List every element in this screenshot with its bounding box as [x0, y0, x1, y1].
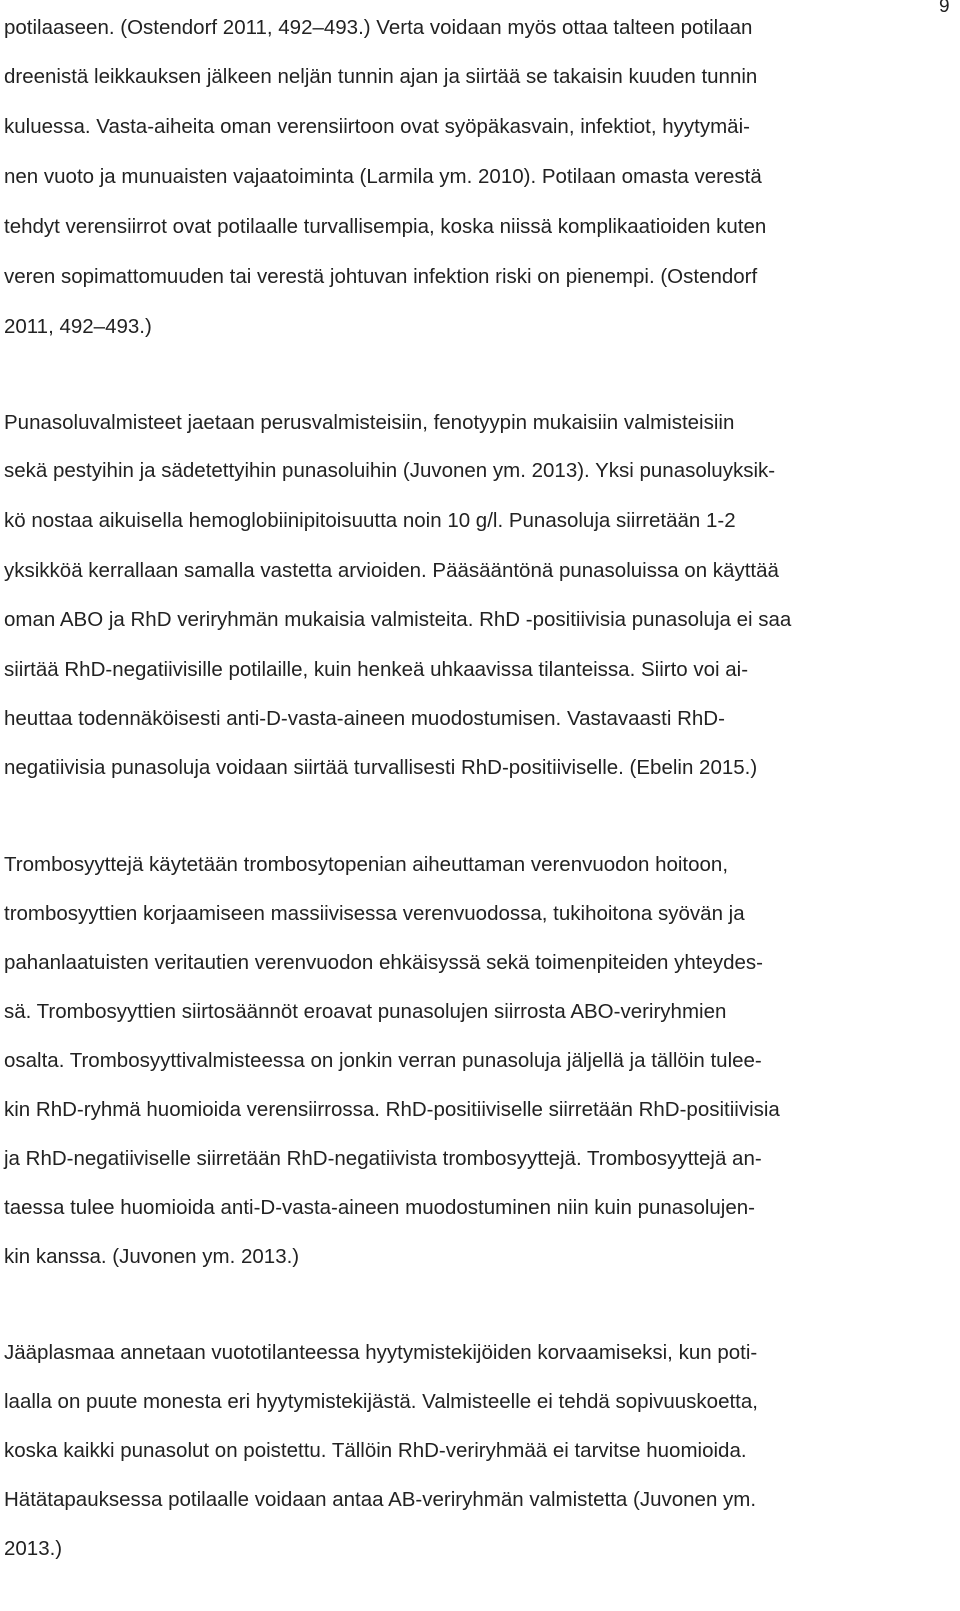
- page-number: 9: [939, 0, 950, 17]
- text-line: yksikköä kerrallaan samalla vastetta arvioiden. Pääsääntönä punasoluissa on käyttää: [4, 559, 779, 582]
- text-line: laalla on puute monesta eri hyytymistekijästä. Valmisteelle ei tehdä sopivuuskoetta,: [4, 1390, 758, 1413]
- text-line: oman ABO ja RhD veriryhmän mukaisia valmisteita. RhD -positiivisia punasoluja ei saa: [4, 608, 792, 631]
- text-line: potilaaseen. (Ostendorf 2011, 492–493.) Verta voidaan myös ottaa talteen potilaan: [4, 16, 753, 39]
- text-line: heuttaa todennäköisesti anti-D-vasta-aineen muodostumisen. Vastavaasti RhD-: [4, 707, 725, 730]
- text-line: osalta. Trombosyyttivalmisteessa on jonkin verran punasoluja jäljellä ja tällöin tulee-: [4, 1049, 762, 1072]
- text-line: Jääplasmaa annetaan vuototilanteessa hyytymistekijöiden korvaamiseksi, kun poti-: [4, 1341, 758, 1364]
- text-line: 2011, 492–493.): [4, 315, 152, 338]
- text-line: nen vuoto ja munuaisten vajaatoiminta (Larmila ym. 2010). Potilaan omasta verestä: [4, 165, 762, 188]
- text-line: 2013.): [4, 1537, 63, 1560]
- text-line: siirtää RhD-negatiivisille potilaille, kuin henkeä uhkaavissa tilanteissa. Siirto voi ai-: [4, 658, 749, 681]
- text-line: pahanlaatuisten veritautien verenvuodon ehkäisyssä sekä toimenpiteiden yhteydes-: [4, 951, 763, 974]
- text-line: Hätätapauksessa potilaalle voidaan antaa AB-veriryhmän valmistetta (Juvonen ym.: [4, 1488, 757, 1511]
- text-line: trombosyyttien korjaamiseen massiivisessa verenvuodossa, tukihoitona syövän ja: [4, 902, 745, 925]
- text-line: kuluessa. Vasta-aiheita oman verensiirtoon ovat syöpäkasvain, infektiot, hyytymäi-: [4, 115, 750, 138]
- text-line: dreenistä leikkauksen jälkeen neljän tunnin ajan ja siirtää se takaisin kuuden tunnin: [4, 65, 758, 88]
- text-line: ja RhD-negatiiviselle siirretään RhD-negatiivista trombosyyttejä. Trombosyyttejä an-: [4, 1147, 762, 1170]
- text-line: kin kanssa. (Juvonen ym. 2013.): [4, 1245, 300, 1268]
- text-line: tehdyt verensiirrot ovat potilaalle turvallisempia, koska niissä komplikaatioiden kuten: [4, 215, 767, 238]
- text-line: Trombosyyttejä käytetään trombosytopenian aiheuttaman verenvuodon hoitoon,: [4, 853, 729, 876]
- text-line: sä. Trombosyyttien siirtosäännöt eroavat punasolujen siirrosta ABO-veriryhmien: [4, 1000, 727, 1023]
- text-line: veren sopimattomuuden tai verestä johtuvan infektion riski on pienempi. (Ostendorf: [4, 265, 758, 288]
- text-line: sekä pestyihin ja sädetettyihin punasoluihin (Juvonen ym. 2013). Yksi punasoluyksik-: [4, 459, 776, 482]
- text-line: Punasoluvalmisteet jaetaan perusvalmisteisiin, fenotyypin mukaisiin valmisteisiin: [4, 411, 735, 434]
- text-line: kö nostaa aikuisella hemoglobiinipitoisuutta noin 10 g/l. Punasoluja siirretään 1-2: [4, 509, 736, 532]
- text-line: negatiivisia punasoluja voidaan siirtää turvallisesti RhD-positiiviselle. (Ebelin 2015.): [4, 756, 758, 779]
- text-line: taessa tulee huomioida anti-D-vasta-aineen muodostuminen niin kuin punasolujen-: [4, 1196, 755, 1219]
- text-line: koska kaikki punasolut on poistettu. Tällöin RhD-veriryhmää ei tarvitse huomioida.: [4, 1439, 747, 1462]
- text-line: kin RhD-ryhmä huomioida verensiirrossa. RhD-positiiviselle siirretään RhD-positiivisia: [4, 1098, 780, 1121]
